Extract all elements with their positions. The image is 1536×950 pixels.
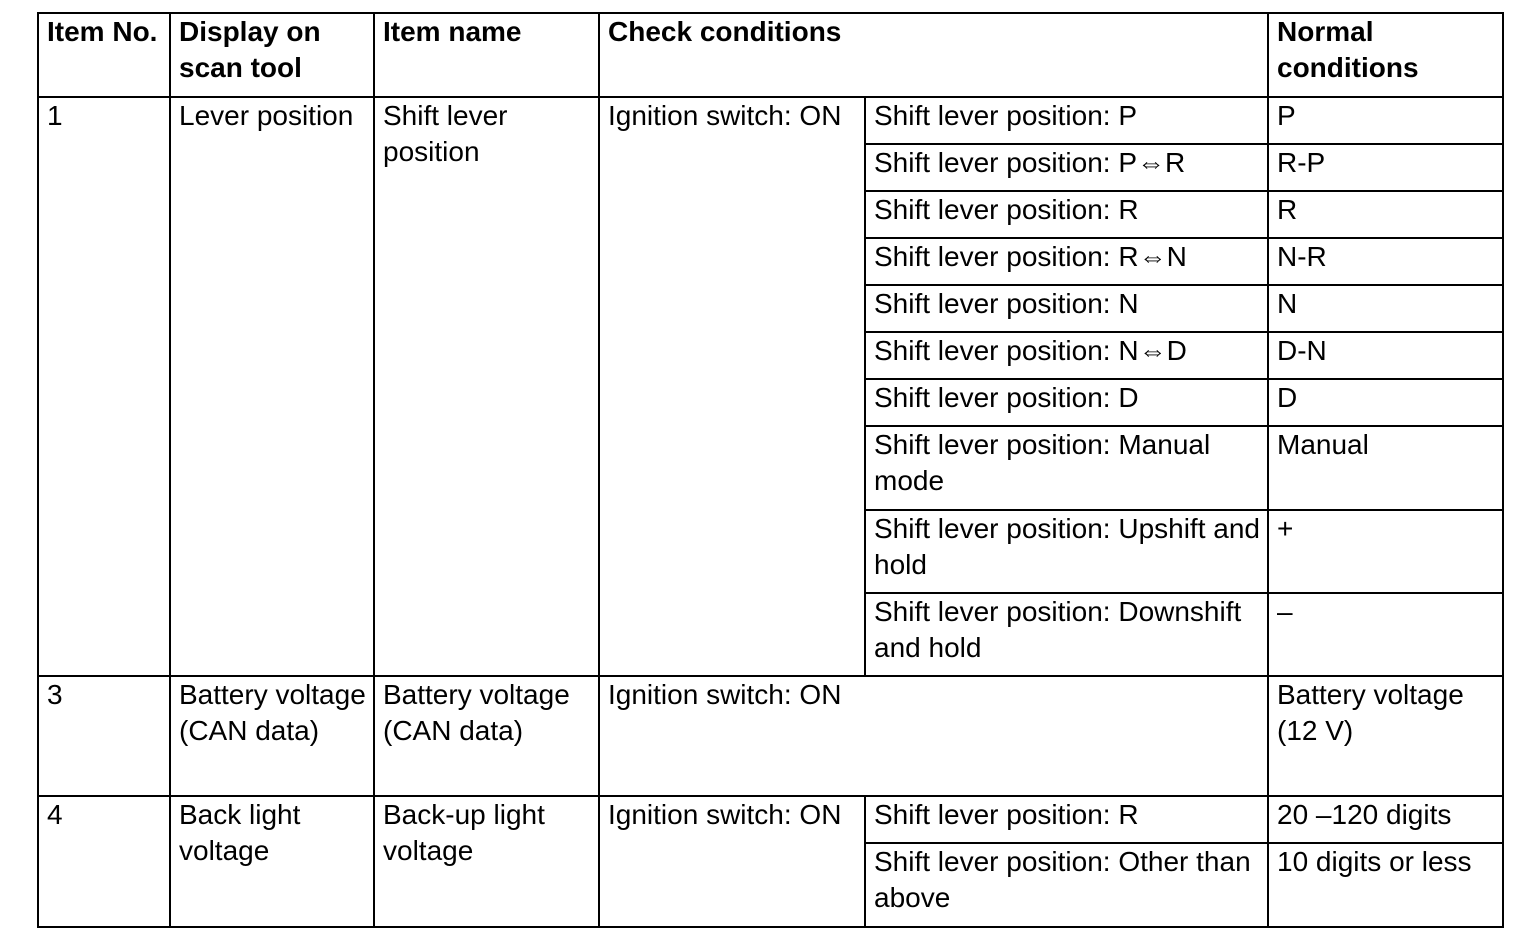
- table-row: [38, 97, 1503, 144]
- data-monitor-table: [37, 12, 1504, 928]
- normal-condition: R-P: [1268, 144, 1503, 191]
- header-row: [38, 13, 1503, 97]
- normal-condition: R: [1268, 191, 1503, 238]
- normal-condition: N: [1268, 285, 1503, 332]
- item-3-number: 3: [38, 676, 170, 796]
- check-condition: Shift lever position: Other than above: [865, 843, 1268, 927]
- table-row: [38, 676, 1503, 796]
- check-condition: Shift lever position: D: [865, 379, 1268, 426]
- header-item-name: Item name: [374, 13, 599, 97]
- item-1-ignition-condition: Ignition switch: ON: [599, 97, 865, 676]
- check-condition: Shift lever position: Upshift and hold: [865, 510, 1268, 593]
- header-display-on-scan-tool: Display on scan tool: [170, 13, 374, 97]
- check-condition: Shift lever position: Downshift and hold: [865, 593, 1268, 676]
- normal-condition: N-R: [1268, 238, 1503, 285]
- item-3-check-condition: Ignition switch: ON: [599, 676, 1268, 796]
- item-3-name: Battery voltage (CAN data): [374, 676, 599, 796]
- normal-condition: P: [1268, 97, 1503, 144]
- check-condition: Shift lever position: R: [865, 191, 1268, 238]
- normal-condition: D: [1268, 379, 1503, 426]
- item-1-name: Shift lever position: [374, 97, 599, 676]
- item-4-ignition-condition: Ignition switch: ON: [599, 796, 865, 927]
- item-4-number: 4: [38, 796, 170, 927]
- item-1-display: Lever position: [170, 97, 374, 676]
- normal-condition: 10 digits or less: [1268, 843, 1503, 927]
- check-condition: Shift lever position: Manual mode: [865, 426, 1268, 510]
- item-1-number: 1: [38, 97, 170, 676]
- item-3-display: Battery voltage (CAN data): [170, 676, 374, 796]
- header-normal-conditions: Normal conditions: [1268, 13, 1503, 97]
- table-row: [38, 796, 1503, 843]
- check-condition: Shift lever position: N⇔D: [865, 332, 1268, 379]
- normal-condition: +: [1268, 510, 1503, 593]
- check-condition: Shift lever position: N: [865, 285, 1268, 332]
- normal-condition: D-N: [1268, 332, 1503, 379]
- normal-condition: Manual: [1268, 426, 1503, 510]
- header-item-no: Item No.: [38, 13, 170, 97]
- item-4-name: Back-up light voltage: [374, 796, 599, 927]
- normal-condition: –: [1268, 593, 1503, 676]
- check-condition: Shift lever position: P: [865, 97, 1268, 144]
- normal-condition: 20 –120 digits: [1268, 796, 1503, 843]
- header-check-conditions: Check conditions: [599, 13, 1268, 97]
- check-condition: Shift lever position: R: [865, 796, 1268, 843]
- item-4-display: Back light voltage: [170, 796, 374, 927]
- check-condition: Shift lever position: R⇔N: [865, 238, 1268, 285]
- check-condition: Shift lever position: P⇔R: [865, 144, 1268, 191]
- item-3-normal-condition: Battery voltage (12 V): [1268, 676, 1503, 796]
